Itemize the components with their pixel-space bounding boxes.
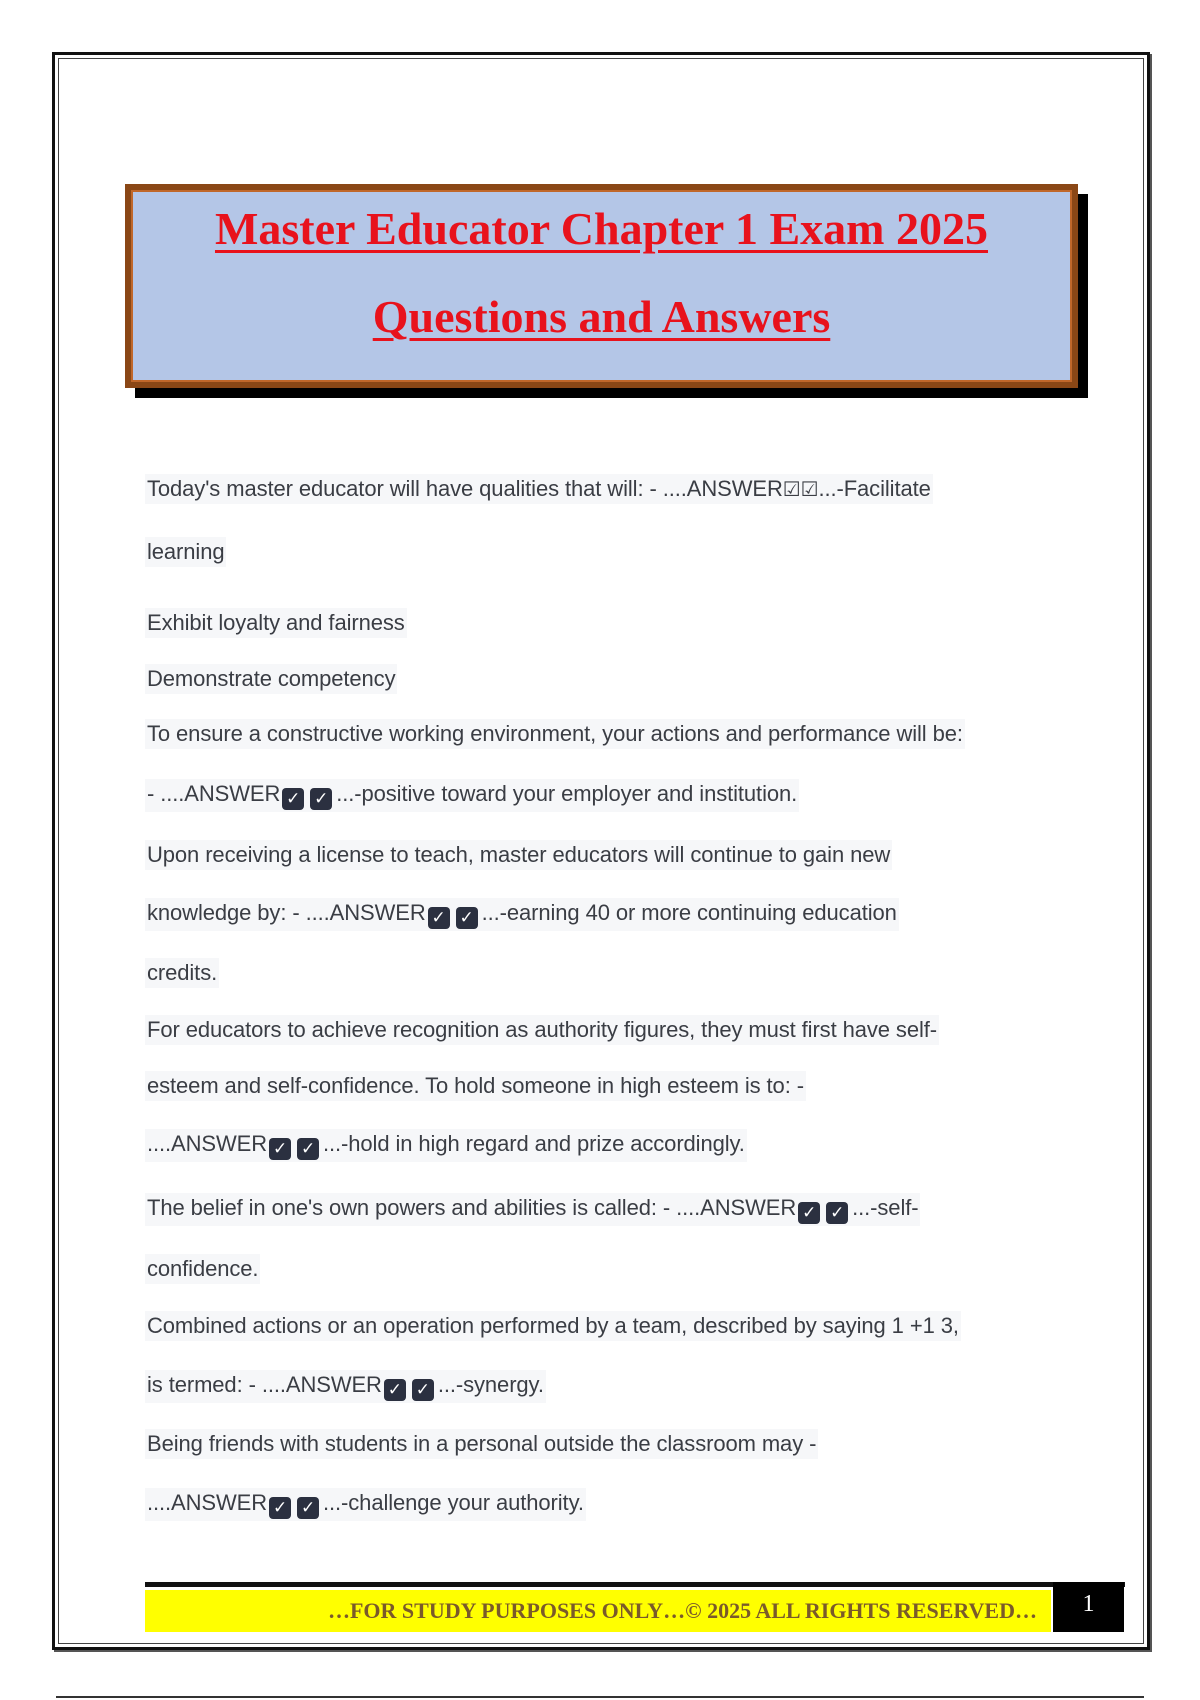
checkbox-checked-icon: ✓: [282, 788, 304, 810]
text-line: [145, 474, 933, 504]
title-box: [125, 184, 1078, 388]
checkbox-checked-icon: ✓: [826, 1202, 848, 1224]
document-title-line-2: Questions and Answers: [372, 291, 831, 342]
checkbox-checked-icon: ✓: [297, 1138, 319, 1160]
footer-rule: [145, 1582, 1125, 1587]
text-line: [145, 1429, 818, 1459]
checkbox-checked-icon: ✓: [297, 1497, 319, 1519]
checkbox-checked-icon: ✓: [310, 788, 332, 810]
checkbox-checked-icon: ✓: [269, 1497, 291, 1519]
text-line: [145, 779, 799, 812]
text-line: [145, 1488, 586, 1521]
line-text: Being friends with students in a personal outside the classroom may -: [147, 1431, 817, 1456]
line-text: ....ANSWER: [147, 1490, 268, 1515]
line-text: Demonstrate competency: [147, 666, 396, 691]
text-line: [145, 1311, 961, 1341]
answer-text: ...-positive toward your employer and institution.: [336, 781, 798, 806]
answer-text: ...-hold in high regard and prize accordingly.: [323, 1131, 745, 1156]
text-line: [145, 537, 226, 567]
line-text: The belief in one's own powers and abilities is called: - ....ANSWER: [147, 1195, 797, 1220]
text-line: [145, 1015, 939, 1045]
document-title-line-1: Master Educator Chapter 1 Exam 2025: [214, 203, 988, 254]
line-text: Upon receiving a license to teach, master educators will continue to gain new: [147, 842, 891, 867]
text-line: [145, 1370, 546, 1403]
line-text: is termed: - ....ANSWER: [147, 1372, 382, 1397]
line-text: confidence.: [147, 1256, 259, 1281]
line-text: Today's master educator will have qualities that will: - ....ANSWER: [147, 476, 783, 501]
line-text: - ....ANSWER: [147, 781, 281, 806]
answer-text: ...-challenge your authority.: [323, 1490, 584, 1515]
checkbox-checked-icon: ✓: [798, 1202, 820, 1224]
line-text: esteem and self-confidence. To hold someone in high esteem is to: -: [147, 1073, 804, 1098]
text-line: [145, 1129, 747, 1162]
line-text: Combined actions or an operation performed by a team, described by saying 1 +1 3,: [147, 1313, 959, 1338]
text-line: [145, 1254, 260, 1284]
checkbox-checked-icon: ✓: [456, 907, 478, 929]
checkbox-checked-icon: ✓: [428, 907, 450, 929]
answer-text: ...-earning 40 or more continuing education: [481, 900, 897, 925]
line-text: ....ANSWER: [147, 1131, 268, 1156]
text-line: [145, 1071, 806, 1101]
checkbox-checked-icon: ✓: [412, 1379, 434, 1401]
checkbox-checked-icon: ✓: [269, 1138, 291, 1160]
answer-text: ...-self-: [852, 1195, 919, 1220]
footer-notice: …FOR STUDY PURPOSES ONLY…© 2025 ALL RIGHTS RESERVED…: [145, 1590, 1051, 1632]
checkbox-checked-icon: ☑: [782, 479, 801, 501]
answer-text: ...-Facilitate: [818, 476, 931, 501]
line-text: To ensure a constructive working environment, your actions and performance will be:: [147, 721, 963, 746]
text-line: [145, 1193, 920, 1226]
line-text: Exhibit loyalty and fairness: [147, 610, 405, 635]
checkbox-checked-icon: ✓: [384, 1379, 406, 1401]
answer-text: ...-synergy.: [437, 1372, 544, 1397]
text-line: [145, 608, 407, 638]
text-line: [145, 719, 965, 749]
text-line: [145, 958, 219, 988]
line-text: learning: [147, 539, 225, 564]
line-text: credits.: [147, 960, 218, 985]
text-line: [145, 898, 899, 931]
checkbox-checked-icon: ☑: [800, 479, 819, 501]
line-text: knowledge by: - ....ANSWER: [147, 900, 426, 925]
text-line: [145, 840, 892, 870]
bottom-rule: [56, 1696, 1144, 1698]
page-number: 1: [1053, 1582, 1124, 1632]
text-line: [145, 664, 397, 694]
line-text: For educators to achieve recognition as authority figures, they must first have self-: [147, 1017, 937, 1042]
